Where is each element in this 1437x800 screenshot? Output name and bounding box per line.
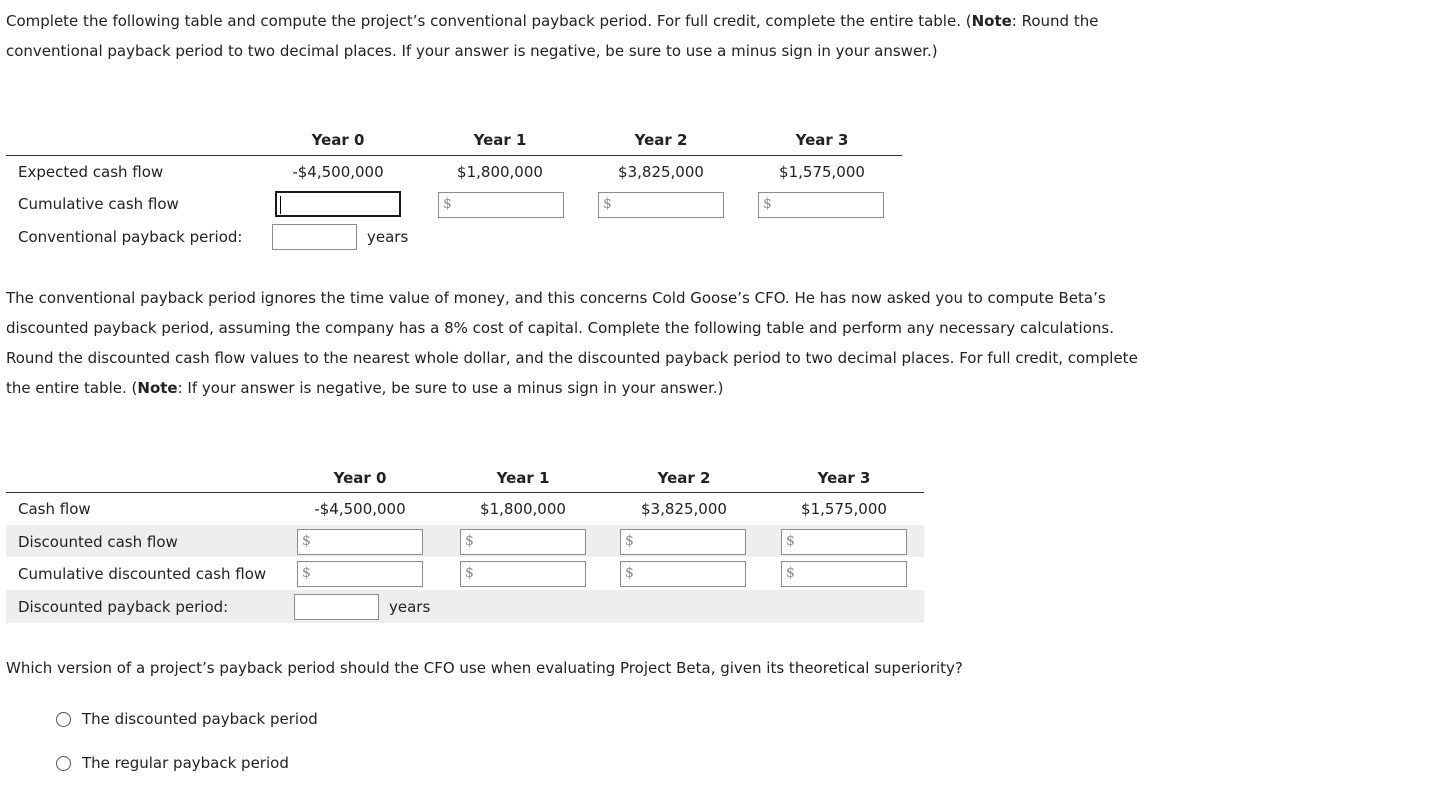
cash-flow-year-2: $3,825,000 — [641, 500, 727, 518]
cash-flow-year-1: $1,800,000 — [480, 500, 566, 518]
header-year-3: Year 3 — [795, 131, 849, 149]
dollar-sign: $ — [786, 533, 795, 549]
expected-cash-flow-year-3: $1,575,000 — [779, 163, 865, 181]
cumulative-cash-flow-year-1-field[interactable] — [438, 192, 564, 218]
discounted-payback-label: Discounted payback period: — [18, 598, 229, 616]
payback-question: Which version of a project’s payback period should the CFO use when evaluating Project Beta, given its theoretical superiority? — [6, 659, 963, 677]
instructions-text: The conventional payback period ignores the time value of money, and this concerns Cold Goose’s CFO. He has now asked you to compute Beta’s discounted payback period, assuming the company has a 8% cost of capital. Complete the following table and perform any necessary calculations. Round the discounted cash flow values to the nearest whole dollar, and the discounted payback period to two decimal places. For full credit, complete the entire table. ( — [6, 289, 1138, 397]
dollar-sign: $ — [625, 533, 634, 549]
header-year-3: Year 3 — [817, 469, 871, 487]
dollar-sign: $ — [763, 196, 772, 212]
option-discounted-payback[interactable] — [56, 710, 318, 728]
discounted-cash-flow-year-1-field[interactable] — [460, 529, 586, 555]
text-cursor — [280, 196, 281, 214]
header-year-0: Year 0 — [311, 131, 365, 149]
radio-button-icon[interactable] — [56, 756, 71, 771]
discounted-cash-flow-year-3-field[interactable] — [781, 529, 907, 555]
option-label: The regular payback period — [82, 754, 289, 772]
cash-flow-label: Cash flow — [18, 500, 91, 518]
header-year-0: Year 0 — [333, 469, 387, 487]
cumulative-discounted-year-1-input[interactable] — [477, 562, 585, 586]
discounted-cash-flow-year-2-field[interactable] — [620, 529, 746, 555]
discounted-cash-flow-label: Discounted cash flow — [18, 533, 178, 551]
years-unit: years — [389, 598, 431, 616]
expected-cash-flow-year-2: $3,825,000 — [618, 163, 704, 181]
header-year-1: Year 1 — [496, 469, 550, 487]
cumulative-discounted-year-3-input[interactable] — [798, 562, 906, 586]
note-label: Note — [137, 379, 178, 397]
instructions-conventional — [6, 6, 1126, 66]
discounted-cash-flow-year-2-input[interactable] — [637, 530, 745, 554]
cumulative-cash-flow-year-0-input[interactable] — [275, 191, 401, 217]
discounted-cash-flow-year-1-input[interactable] — [477, 530, 585, 554]
header-divider — [6, 492, 924, 493]
option-regular-payback[interactable] — [56, 754, 289, 772]
instructions-text-end: : Round the conventional payback period to two decimal places. If your answer is negative, be sure to use a minus sign in your answer.) — [6, 12, 1099, 60]
expected-cash-flow-label: Expected cash flow — [18, 163, 164, 181]
instructions-text: Complete the following table and compute the project’s conventional payback period. For full credit, complete the entire table. ( — [6, 12, 972, 30]
note-label: Note — [971, 12, 1012, 30]
dollar-sign: $ — [625, 565, 634, 581]
cumulative-discounted-year-0-input[interactable] — [314, 562, 422, 586]
dollar-sign: $ — [465, 533, 474, 549]
radio-button-icon[interactable] — [56, 712, 71, 727]
expected-cash-flow-year-1: $1,800,000 — [457, 163, 543, 181]
option-label: The discounted payback period — [82, 710, 318, 728]
cumulative-cash-flow-year-3-field[interactable] — [758, 192, 884, 218]
header-divider — [6, 155, 902, 156]
header-year-2: Year 2 — [657, 469, 711, 487]
years-unit: years — [367, 228, 409, 246]
dollar-sign: $ — [786, 565, 795, 581]
cash-flow-year-3: $1,575,000 — [801, 500, 887, 518]
instructions-discounted — [6, 283, 1146, 403]
cumulative-discounted-cash-flow-label: Cumulative discounted cash flow — [18, 565, 267, 583]
cash-flow-year-0: -$4,500,000 — [314, 500, 406, 518]
dollar-sign: $ — [603, 196, 612, 212]
cumulative-discounted-year-3-field[interactable] — [781, 561, 907, 587]
dollar-sign: $ — [465, 565, 474, 581]
expected-cash-flow-year-0: -$4,500,000 — [292, 163, 384, 181]
cumulative-discounted-year-1-field[interactable] — [460, 561, 586, 587]
cumulative-cash-flow-label: Cumulative cash flow — [18, 195, 179, 213]
conventional-payback-label: Conventional payback period: — [18, 228, 243, 246]
dollar-sign: $ — [302, 565, 311, 581]
discounted-cash-flow-year-0-field[interactable] — [297, 529, 423, 555]
cumulative-discounted-year-2-field[interactable] — [620, 561, 746, 587]
dollar-sign: $ — [302, 533, 311, 549]
discounted-payback-input[interactable] — [294, 594, 379, 620]
conventional-payback-input[interactable] — [272, 224, 357, 250]
cumulative-cash-flow-year-2-input[interactable] — [615, 193, 723, 217]
discounted-cash-flow-year-3-input[interactable] — [798, 530, 906, 554]
cumulative-cash-flow-year-3-input[interactable] — [775, 193, 883, 217]
cumulative-cash-flow-year-2-field[interactable] — [598, 192, 724, 218]
header-year-2: Year 2 — [634, 131, 688, 149]
cumulative-cash-flow-year-1-input[interactable] — [455, 193, 563, 217]
cumulative-discounted-year-0-field[interactable] — [297, 561, 423, 587]
dollar-sign: $ — [443, 196, 452, 212]
instructions-text-end: : If your answer is negative, be sure to use a minus sign in your answer.) — [177, 379, 724, 397]
cumulative-discounted-year-2-input[interactable] — [637, 562, 745, 586]
discounted-cash-flow-year-0-input[interactable] — [314, 530, 422, 554]
header-year-1: Year 1 — [473, 131, 527, 149]
